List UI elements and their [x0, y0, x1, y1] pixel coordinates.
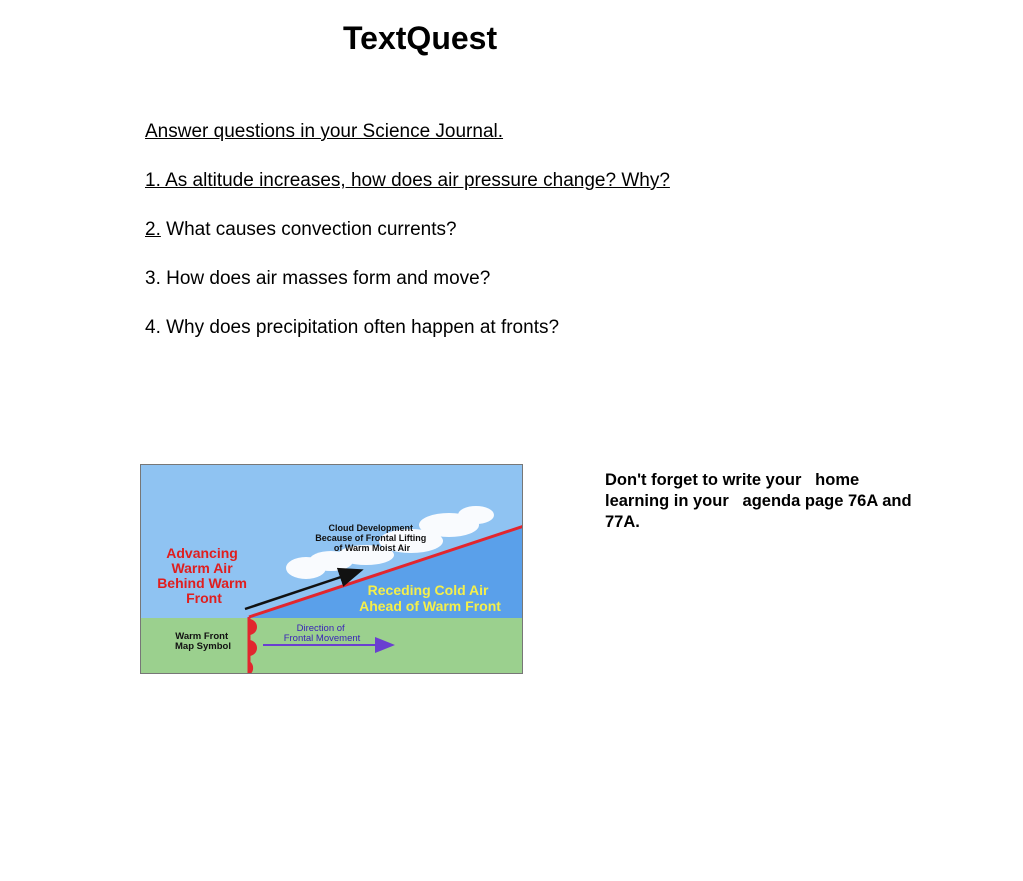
cold-air-label: [359, 582, 501, 614]
question-list: [145, 120, 785, 365]
cloud-label-line-2: Because of Frontal Lifting: [315, 533, 427, 543]
direction-label-line-2: Frontal Movement: [283, 633, 361, 644]
instructions-heading: Answer questions in your Science Journal.: [145, 121, 504, 142]
direction-label-line-1: Direction of: [296, 623, 345, 634]
map-symbol-label-line-2: Map Symbol: [175, 641, 231, 652]
warm-air-label-line-3: Behind Warm: [157, 575, 247, 591]
map-symbol-label-line-1: Warm Front: [175, 631, 229, 642]
warm-air-label-line-1: Advancing: [166, 545, 238, 561]
question-1: 1. As altitude increases, how does air pressure change? Why?: [145, 170, 670, 191]
question-2-number: 2.: [145, 219, 161, 240]
warm-front-diagram: [140, 464, 523, 674]
map-symbol-label: [175, 631, 231, 652]
page-title: TextQuest: [343, 20, 498, 56]
cloud-label-line-3: of Warm Moist Air: [333, 543, 411, 553]
cold-air-label-line-2: Ahead of Warm Front: [359, 598, 501, 614]
warm-air-label-line-2: Warm Air: [171, 560, 233, 576]
cloud-label-line-1: Cloud Development: [328, 523, 413, 533]
question-2-text: What causes convection currents?: [160, 219, 457, 240]
warm-air-label-line-4: Front: [186, 590, 222, 606]
warm-front-illustration: [141, 465, 523, 674]
homework-reminder: Don't forget to write your home learning in your agenda page 76A and 77A.: [605, 471, 917, 531]
question-3: 3. How does air masses form and move?: [145, 268, 491, 289]
question-2: [145, 218, 785, 242]
cold-air-label-line-1: Receding Cold Air: [367, 582, 489, 598]
question-4: 4. Why does precipitation often happen at fronts?: [145, 317, 560, 338]
